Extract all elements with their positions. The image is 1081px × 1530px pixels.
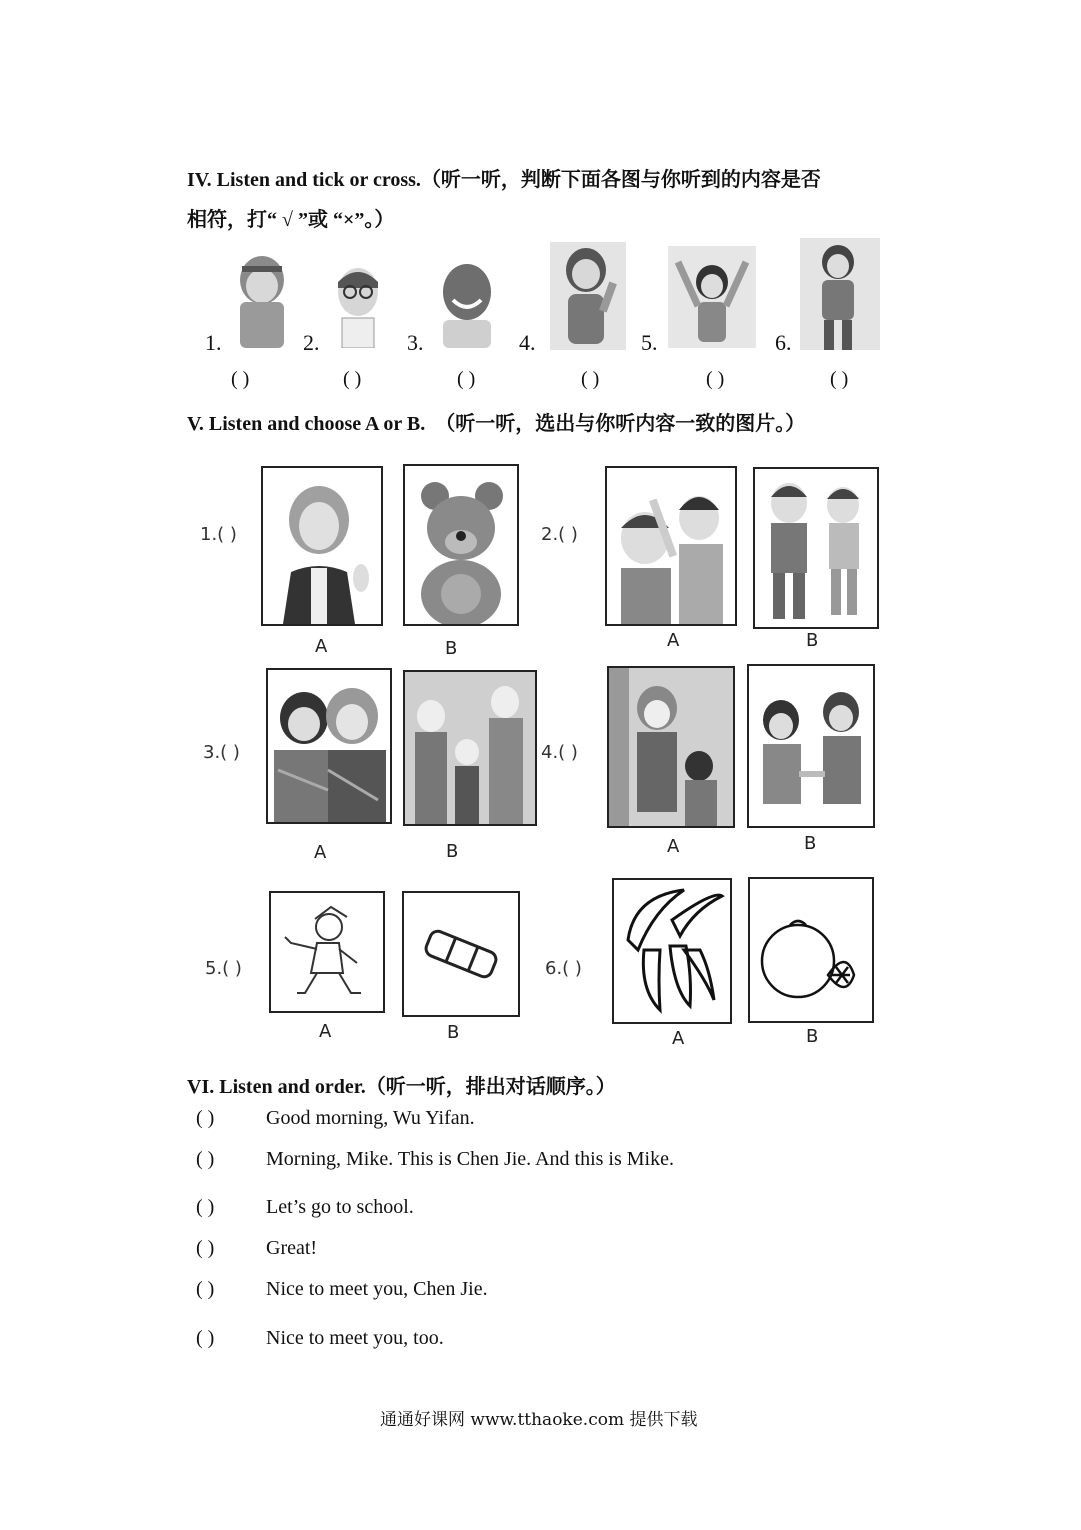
q6-number[interactable]: 6.( ) [545, 958, 582, 979]
boy-glasses-picture [328, 262, 388, 348]
section4-title-cn-1: （听一听，判断下面各图与你听到的内容是否 [420, 169, 821, 191]
answer-paren-4[interactable]: ( ) [581, 368, 600, 390]
q3-number[interactable]: 3.( ) [203, 742, 240, 763]
q4-label-b: B [804, 833, 817, 854]
order-paren-3[interactable]: ( ) [196, 1196, 215, 1218]
order-paren-2[interactable]: ( ) [196, 1148, 215, 1170]
q2-option-b-picture[interactable] [753, 467, 879, 629]
q2-label-a: A [667, 630, 680, 651]
section6-title-cn: （听一听，排出对话顺序。） [365, 1076, 616, 1098]
section5-title [187, 407, 805, 436]
q6-option-b-picture[interactable] [748, 877, 874, 1023]
smiling-boy-picture [435, 258, 499, 348]
q1-label-a: A [315, 636, 328, 657]
order-paren-5[interactable]: ( ) [196, 1278, 215, 1300]
section4-title [187, 163, 821, 192]
order-paren-1[interactable]: ( ) [196, 1107, 215, 1129]
girl-waving-picture [550, 242, 626, 350]
q5-label-b: B [447, 1022, 460, 1043]
q3-option-a-picture[interactable] [266, 668, 392, 824]
order-row-4 [196, 1237, 317, 1260]
item3-label: 3. [407, 330, 424, 355]
q5-number[interactable]: 5.( ) [205, 958, 242, 979]
boy-standing-picture [800, 238, 880, 350]
q1-option-a-picture[interactable] [261, 466, 383, 626]
item4-label: 4. [519, 330, 536, 355]
order-row-1 [196, 1107, 475, 1130]
section4-title-line2: 相符，打“ √ ”或 “×”。） [187, 209, 395, 231]
order-line-2: Morning, Mike. This is Chen Jie. And this is Mike. [266, 1148, 674, 1170]
q4-option-a-picture[interactable] [607, 666, 735, 828]
section5-title-en: V. Listen and choose A or B. [187, 413, 426, 435]
q3-label-b: B [446, 841, 459, 862]
item1-label: 1. [205, 330, 222, 355]
q1-label-b: B [445, 638, 458, 659]
girl-headband-picture [232, 252, 292, 348]
q5-option-b-picture[interactable] [402, 891, 520, 1017]
order-line-4: Great! [266, 1237, 318, 1259]
q5-option-a-picture[interactable] [269, 891, 385, 1013]
q3-option-b-picture[interactable] [403, 670, 537, 826]
q4-label-a: A [667, 836, 680, 857]
order-row-3 [196, 1196, 414, 1219]
item6-label: 6. [775, 330, 792, 355]
item2-label: 2. [303, 330, 320, 355]
item5-label: 5. [641, 330, 658, 355]
answer-paren-5[interactable]: ( ) [706, 368, 725, 390]
section5-title-cn: （听一听，选出与你听内容一致的图片。） [435, 413, 806, 435]
order-row-6 [196, 1327, 444, 1350]
q6-option-a-picture[interactable] [612, 878, 732, 1024]
section6-title-en: VI. Listen and order. [187, 1076, 366, 1098]
order-line-5: Nice to meet you, Chen Jie. [266, 1278, 488, 1300]
q3-label-a: A [314, 842, 327, 863]
answer-paren-2[interactable]: ( ) [343, 368, 362, 390]
order-line-1: Good morning, Wu Yifan. [266, 1107, 475, 1129]
answer-paren-1[interactable]: ( ) [231, 368, 250, 390]
answer-paren-3[interactable]: ( ) [457, 368, 476, 390]
q4-option-b-picture[interactable] [747, 664, 875, 828]
girl-arms-up-picture [668, 246, 756, 348]
section4-title-en: IV. Listen and tick or cross. [187, 169, 421, 191]
order-row-2 [196, 1148, 674, 1171]
order-line-3: Let’s go to school. [266, 1196, 414, 1218]
q2-option-a-picture[interactable] [605, 466, 737, 626]
q6-label-b: B [806, 1026, 819, 1047]
order-paren-6[interactable]: ( ) [196, 1327, 215, 1349]
order-row-5 [196, 1278, 488, 1301]
q6-label-a: A [672, 1028, 685, 1049]
answer-paren-6[interactable]: ( ) [830, 368, 849, 390]
section6-title [187, 1070, 616, 1099]
footer-text: 通通好课网 www.tthaoke.com 提供下载 [380, 1410, 698, 1430]
q2-label-b: B [806, 630, 819, 651]
q1-option-b-picture[interactable] [403, 464, 519, 626]
q1-number[interactable]: 1.( ) [200, 524, 237, 545]
order-paren-4[interactable]: ( ) [196, 1237, 215, 1259]
q2-number[interactable]: 2.( ) [541, 524, 578, 545]
q5-label-a: A [319, 1021, 332, 1042]
order-line-6: Nice to meet you, too. [266, 1327, 444, 1349]
q4-number[interactable]: 4.( ) [541, 742, 578, 763]
